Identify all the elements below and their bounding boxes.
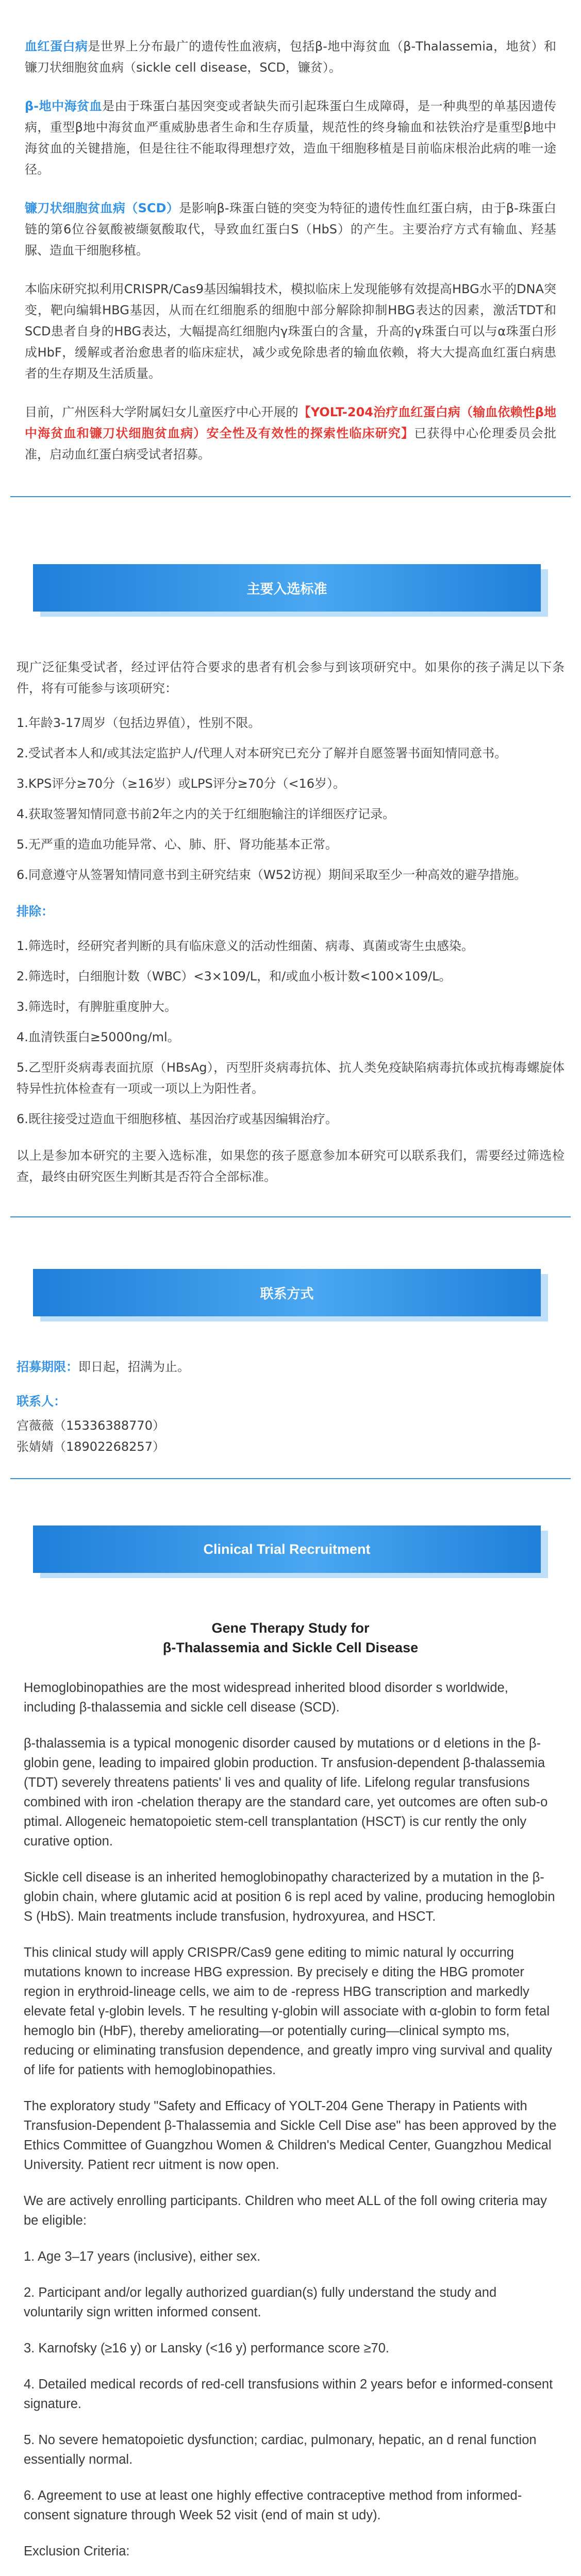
en-paragraph: β-thalassemia is a typical monogenic disorder caused by mutations or d eletions in the β-globin gene, leading to impaired globin production. Tr ansfusion-dependent β-thalassemia (TDT) severely threatens patients' li ves and quality of life. Lifelong regular transfusions combined with iron -chelation therapy are the standard care, yet outcomes are often sub-o ptimal. Allogeneic hematopoietic stem-cell transplantation (HSCT) is cur rently the only curative option. <box>24 1736 548 1849</box>
list-item: 1.筛选时，经研究者判断的具有临床意义的活动性细菌、病毒、真菌或寄生虫感染。 <box>16 939 474 953</box>
exclusion-heading: 排除： <box>16 904 54 919</box>
contact-banner <box>33 1264 548 1341</box>
english-section <box>0 1618 581 2576</box>
english-banner-title: Clinical Trial Recruitment <box>33 1526 541 1573</box>
en-paragraph: Hemoglobinopathies are the most widespread inherited blood disorder s worldwide, including β-thalassemia and sickle cell disease (SCD). <box>24 1681 508 1715</box>
list-item: 2.筛选时，白细胞计数（WBC）<3×109/L，和/或血小板计数<100×109/L。 <box>16 969 452 984</box>
criteria-outro: 以上是参加本研究的主要入选标准，如果您的孩子愿意参加本研究可以联系我们，需要经过筛选检查，最终由研究医生判断其是否符合全部标准。 <box>16 1148 565 1184</box>
intro-paragraph-1: 血红蛋白病是世界上分布最广的遗传性血液病，包括β-地中海贫血（β-Thalassemia，地贫）和镰刀状细胞贫血病（sickle cell disease，SCD，镰贫）。 <box>25 39 557 75</box>
en-list-item: 1. Age 3–17 years (inclusive), either sex. <box>24 2249 261 2264</box>
en-list-item: 6. Agreement to use at least one highly effective contraceptive method from informed-consent signature through Week 52 visit (end of main st udy). <box>24 2488 522 2522</box>
study-title-highlight: 【YOLT-204治疗血红蛋白病（输血依赖性β地中海贫血和镰刀状细胞贫血病）安全性及有效性的探索性临床研究】 <box>25 405 556 440</box>
en-paragraph: Sickle cell disease is an inherited hemoglobinopathy characterized by a mutation in the β-globin chain, where glutamic acid at position 6 is repl aced by valine, producing hemoglobin S (HbS). Main treatments include transfusion, hydroxyurea, and HSCT. <box>24 1870 555 1924</box>
recruitment-period-value: 即日起，招满为止。 <box>78 1360 190 1374</box>
intro-paragraph-5: 目前，广州医科大学附属妇女儿童医疗中心开展的【YOLT-204治疗血红蛋白病（输血依赖性β地中海贫血和镰刀状细胞贫血病）安全性及有效性的探索性临床研究】已获得中心伦理委员会批准，启动血红蛋白病受试者招募。 <box>25 405 556 462</box>
exclusion-list <box>16 936 565 1130</box>
intro-term-thalassemia: β-地中海贫血 <box>25 99 103 113</box>
contact-banner-title: 联系方式 <box>33 1269 541 1316</box>
list-item: 5.乙型肝炎病毒表面抗原（HBsAg），丙型肝炎病毒抗体、抗人类免疫缺陷病毒抗体或抗梅毒螺旋体特异性抗体检查有一项或一项以上为阳性者。 <box>16 1060 565 1096</box>
en-list-item: 5. No severe hematopoietic dysfunction; cardiac, pulmonary, hepatic, an d renal function essentially normal. <box>24 2433 537 2467</box>
inclusion-list <box>16 713 565 886</box>
english-title: Gene Therapy Study for β-Thalassemia and Sickle Cell Disease <box>162 1620 419 1655</box>
recruitment-period <box>16 1357 565 1378</box>
contacts-label: 联系人： <box>16 1394 66 1409</box>
list-item: 6.同意遵守从签署知情同意书到主研究结束（W52访视）期间采取至少一种高效的避孕措施。 <box>16 868 527 882</box>
recruitment-period-label: 招募期限： <box>16 1360 78 1374</box>
en-list-item: 2. Participant and/or legally authorized guardian(s) fully understand the study and voluntarily sign written informed consent. <box>24 2285 497 2319</box>
en-paragraph: We are actively enrolling participants. Children who meet ALL of the foll owing criteria may be eligible: <box>24 2194 547 2228</box>
en-paragraph: The exploratory study "Safety and Efficacy of YOLT-204 Gene Therapy in Patients with Transfusion-Dependent β-Thalassemia and Sickle Cell Dise ase" has been approved by the Ethics Committee of Guangzhou Women & Children's Medical Center, Guangzhou Medical University. Patient recr uitment is now open. <box>24 2099 557 2172</box>
list-item: 3.筛选时，有脾脏重度肿大。 <box>16 999 177 1014</box>
list-item: 6.既往接受过造血干细胞移植、基因治疗或基因编辑治疗。 <box>16 1112 338 1126</box>
en-paragraph: This clinical study will apply CRISPR/Cas9 gene editing to mimic natural ly occurring mutations known to increase HBG expression. By precisely e diting the HBG promoter region in erythroid-lineage cells, we aim to de -repress HBG transcription and markedly elevate fetal γ-globin levels. T he resulting γ-globin will associate with α-globin to form fetal hemoglo bin (HbF), thereby ameliorating—or potentially curing—clinical sympto ms, reducing or eliminating transfusion dependence, and greatly impro ving survival and quality of life for patients with hemoglobinopathies. <box>24 1945 552 2077</box>
contact-person: 宫薇薇（15336388770） <box>16 1418 165 1433</box>
intro-paragraph-3: 镰刀状细胞贫血病（SCD）是影响β-珠蛋白链的突变为特征的遗传性血红蛋白病，由于β-珠蛋白链的第6位谷氨酸被缬氨酸取代，导致血红蛋白S（HbS）的产生。主要治疗方式有输血、羟基脲、造血干细胞移植。 <box>25 201 556 258</box>
intro-paragraph-4: 本临床研究拟利用CRISPR/Cas9基因编辑技术，模拟临床上发现能够有效提高HBG水平的DNA突变，靶向编辑HBG基因，从而在红细胞系的细胞中部分解除抑制HBG表达的因素，激活TDT和SCD患者自身的HBG表达，大幅提高红细胞内γ珠蛋白的含量，升高的γ珠蛋白可以与α珠蛋白形成HbF，缓解或者治愈患者的临床症状，减少或免除患者的输血依赖，将大大提高血红蛋白病患者的生存期及生活质量。 <box>25 282 556 381</box>
english-banner <box>33 1520 548 1598</box>
list-item: 2.受试者本人和/或其法定监护人/代理人对本研究已充分了解并自愿签署书面知情同意书。 <box>16 746 507 760</box>
intro-term-scd: 镰刀状细胞贫血病（SCD） <box>25 201 179 215</box>
criteria-intro: 现广泛征集受试者，经过评估符合要求的患者有机会参与到该项研究中。如果你的孩子满足以下条件，将有可能参与该项研究： <box>16 660 565 696</box>
inclusion-banner <box>33 559 548 636</box>
contact-person: 张婧婧（18902268257） <box>16 1439 165 1454</box>
list-item: 3.KPS评分≥70分（≥16岁）或LPS评分≥70分（<16岁）。 <box>16 776 346 791</box>
list-item: 4.血清铁蛋白≥5000ng/ml。 <box>16 1030 180 1044</box>
intro-paragraph-2: β-地中海贫血是由于珠蛋白基因突变或者缺失而引起珠蛋白生成障碍，是一种典型的单基因遗传病，重型β地中海贫血严重威胁患者生命和生存质量，规范性的终身输血和祛铁治疗是重型β地中海贫血的关键措施，但是往往不能取得理想疗效，造血干细胞移植是目前临床根治此病的唯一途径。 <box>25 99 556 177</box>
inclusion-banner-title: 主要入选标准 <box>33 564 541 612</box>
list-item: 1.年龄3-17周岁（包括边界值），性别不限。 <box>16 716 261 730</box>
en-list-item: 4. Detailed medical records of red-cell transfusions within 2 years befor e informed-consent signature. <box>24 2377 553 2411</box>
intro-section <box>0 0 581 465</box>
en-list-item: 3. Karnofsky (≥16 y) or Lansky (<16 y) performance score ≥70. <box>24 2341 389 2355</box>
list-item: 5.无严重的造血功能异常、心、肺、肝、肾功能基本正常。 <box>16 837 338 852</box>
list-item: 4.获取签署知情同意书前2年之内的关于红细胞输注的详细医疗记录。 <box>16 807 395 821</box>
contact-cn-section <box>0 1357 581 1458</box>
en-exclusion-heading: Exclusion Criteria: <box>24 2544 130 2558</box>
intro-term-hemoglobinopathy: 血红蛋白病 <box>25 39 88 54</box>
criteria-cn-section <box>0 657 581 1188</box>
